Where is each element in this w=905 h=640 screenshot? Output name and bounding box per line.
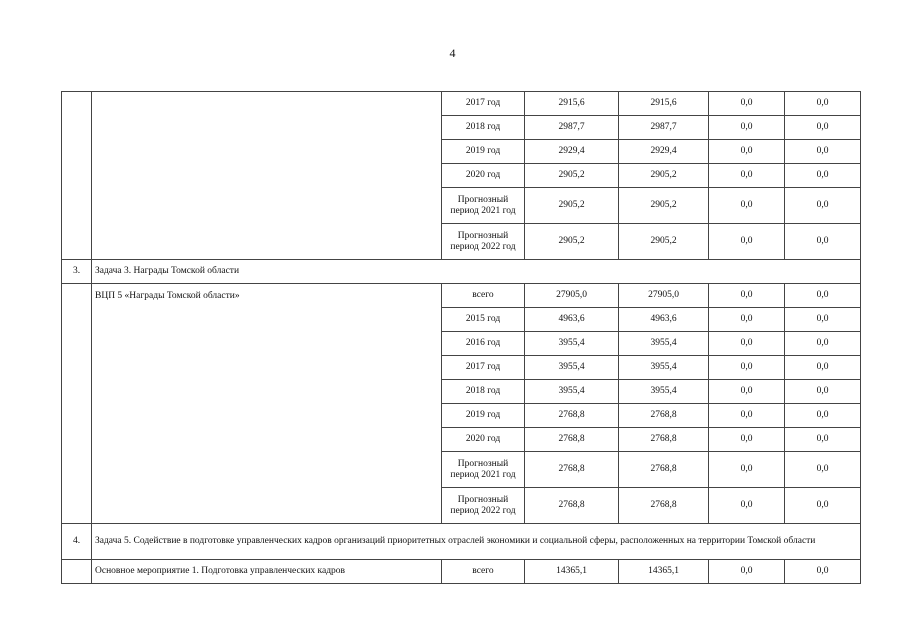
period-line-2: период 2022 год	[450, 505, 516, 516]
total-value: 2987,7	[525, 116, 619, 140]
total-value: 2929,4	[525, 140, 619, 164]
federal-budget-value: 0,0	[709, 332, 785, 356]
federal-budget-value: 0,0	[709, 380, 785, 404]
total-value: 3955,4	[525, 332, 619, 356]
other-sources-value: 0,0	[785, 188, 861, 224]
total-value: 14365,1	[525, 560, 619, 584]
period-line-1: Прогнозный	[457, 230, 509, 241]
table-row	[62, 92, 861, 116]
total-value: 2905,2	[525, 188, 619, 224]
section-row	[62, 260, 861, 284]
other-sources-value: 0,0	[785, 404, 861, 428]
program-name-cell	[92, 92, 442, 260]
federal-budget-value: 0,0	[709, 428, 785, 452]
regional-budget-value: 2768,8	[619, 488, 709, 524]
section-row	[62, 524, 861, 560]
other-sources-value: 0,0	[785, 488, 861, 524]
section-number: 4.	[62, 524, 92, 560]
period-cell: 2017 год	[442, 356, 525, 380]
total-value: 2768,8	[525, 404, 619, 428]
total-value: 2768,8	[525, 452, 619, 488]
total-value: 3955,4	[525, 380, 619, 404]
row-number-cell	[62, 284, 92, 524]
regional-budget-value: 2768,8	[619, 404, 709, 428]
period-line-1: Прогнозный	[457, 458, 509, 469]
other-sources-value: 0,0	[785, 428, 861, 452]
regional-budget-value: 3955,4	[619, 332, 709, 356]
table-row	[62, 560, 861, 584]
total-value: 3955,4	[525, 356, 619, 380]
other-sources-value: 0,0	[785, 332, 861, 356]
federal-budget-value: 0,0	[709, 188, 785, 224]
federal-budget-value: 0,0	[709, 404, 785, 428]
row-number-cell	[62, 92, 92, 260]
other-sources-value: 0,0	[785, 224, 861, 260]
period-cell	[442, 224, 525, 260]
period-cell	[442, 452, 525, 488]
section-title: Задача 3. Награды Томской области	[92, 260, 861, 284]
federal-budget-value: 0,0	[709, 560, 785, 584]
other-sources-value: 0,0	[785, 284, 861, 308]
regional-budget-value: 2905,2	[619, 164, 709, 188]
period-cell: всего	[442, 560, 525, 584]
section-number: 3.	[62, 260, 92, 284]
total-value: 2905,2	[525, 224, 619, 260]
regional-budget-value: 2768,8	[619, 428, 709, 452]
budget-table	[61, 91, 861, 584]
regional-budget-value: 27905,0	[619, 284, 709, 308]
federal-budget-value: 0,0	[709, 116, 785, 140]
period-cell	[442, 188, 525, 224]
period-cell: 2016 год	[442, 332, 525, 356]
section-title: Задача 5. Содействие в подготовке управленческих кадров организаций приоритетных отраслей экономики и социальной сферы, расположенных на территории Томской области	[92, 524, 861, 560]
row-number-cell	[62, 560, 92, 584]
total-value: 4963,6	[525, 308, 619, 332]
federal-budget-value: 0,0	[709, 164, 785, 188]
period-cell: 2020 год	[442, 164, 525, 188]
table-row	[62, 284, 861, 308]
regional-budget-value: 2905,2	[619, 188, 709, 224]
program-name-cell: Основное мероприятие 1. Подготовка управленческих кадров	[92, 560, 442, 584]
regional-budget-value: 3955,4	[619, 356, 709, 380]
regional-budget-value: 4963,6	[619, 308, 709, 332]
period-cell: 2020 год	[442, 428, 525, 452]
period-line-1: Прогнозный	[457, 194, 509, 205]
period-cell	[442, 488, 525, 524]
regional-budget-value: 2905,2	[619, 224, 709, 260]
federal-budget-value: 0,0	[709, 452, 785, 488]
other-sources-value: 0,0	[785, 116, 861, 140]
period-cell: всего	[442, 284, 525, 308]
other-sources-value: 0,0	[785, 140, 861, 164]
other-sources-value: 0,0	[785, 380, 861, 404]
regional-budget-value: 2929,4	[619, 140, 709, 164]
period-cell: 2015 год	[442, 308, 525, 332]
federal-budget-value: 0,0	[709, 488, 785, 524]
federal-budget-value: 0,0	[709, 224, 785, 260]
total-value: 2915,6	[525, 92, 619, 116]
period-cell: 2018 год	[442, 116, 525, 140]
regional-budget-value: 2768,8	[619, 452, 709, 488]
federal-budget-value: 0,0	[709, 284, 785, 308]
period-cell: 2019 год	[442, 404, 525, 428]
program-name-cell: ВЦП 5 «Награды Томской области»	[92, 284, 442, 524]
total-value: 2768,8	[525, 488, 619, 524]
other-sources-value: 0,0	[785, 308, 861, 332]
other-sources-value: 0,0	[785, 356, 861, 380]
federal-budget-value: 0,0	[709, 140, 785, 164]
federal-budget-value: 0,0	[709, 92, 785, 116]
other-sources-value: 0,0	[785, 164, 861, 188]
regional-budget-value: 2987,7	[619, 116, 709, 140]
federal-budget-value: 0,0	[709, 356, 785, 380]
period-line-1: Прогнозный	[457, 494, 509, 505]
regional-budget-value: 14365,1	[619, 560, 709, 584]
period-line-2: период 2021 год	[450, 469, 516, 480]
period-cell: 2017 год	[442, 92, 525, 116]
total-value: 2768,8	[525, 428, 619, 452]
page-number: 4	[449, 46, 456, 60]
period-line-2: период 2021 год	[450, 205, 516, 216]
other-sources-value: 0,0	[785, 452, 861, 488]
period-cell: 2018 год	[442, 380, 525, 404]
period-line-2: период 2022 год	[450, 241, 516, 252]
other-sources-value: 0,0	[785, 560, 861, 584]
federal-budget-value: 0,0	[709, 308, 785, 332]
total-value: 27905,0	[525, 284, 619, 308]
regional-budget-value: 3955,4	[619, 380, 709, 404]
period-cell: 2019 год	[442, 140, 525, 164]
other-sources-value: 0,0	[785, 92, 861, 116]
total-value: 2905,2	[525, 164, 619, 188]
regional-budget-value: 2915,6	[619, 92, 709, 116]
